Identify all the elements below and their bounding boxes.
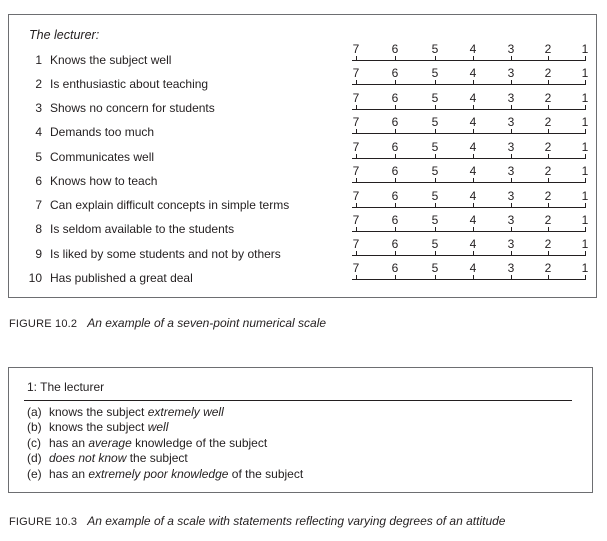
scale-value: 5 [431, 237, 439, 251]
scale-tick [395, 56, 396, 61]
item-number: 8 [35, 222, 42, 236]
scale-value: 2 [544, 237, 552, 251]
scale-tick [511, 275, 512, 280]
scale-tick [548, 56, 549, 61]
option-letter: (d) [27, 451, 42, 465]
scale-value: 1 [581, 237, 589, 251]
scale-tick [473, 227, 474, 232]
scale-tick [395, 178, 396, 183]
option-text: of the subject [228, 467, 304, 481]
item-number: 10 [28, 271, 42, 285]
scale-tick [511, 154, 512, 159]
item-number: 2 [35, 77, 42, 91]
scale-tick [511, 56, 512, 61]
scale-tick [548, 227, 549, 232]
scale-tick [511, 178, 512, 183]
item-text: Shows no concern for students [50, 101, 215, 115]
scale-axis [352, 84, 586, 85]
scale-value: 7 [352, 66, 360, 80]
scale-value: 6 [391, 115, 399, 129]
scale-value: 6 [391, 91, 399, 105]
scale-axis [352, 255, 586, 256]
scale-tick [435, 178, 436, 183]
scale-tick [585, 203, 586, 208]
scale-tick [435, 275, 436, 280]
scale-heading: The lecturer: [29, 28, 100, 42]
scale-axis [352, 109, 586, 110]
scale-value: 5 [431, 140, 439, 154]
scale-tick [435, 56, 436, 61]
scale-value: 7 [352, 237, 360, 251]
scale-value: 7 [352, 261, 360, 275]
scale-item [25, 125, 154, 139]
item-number: 4 [35, 125, 42, 139]
scale-value: 5 [431, 66, 439, 80]
scale-tick [585, 154, 586, 159]
scale-tick [511, 251, 512, 256]
rating-scale [349, 262, 589, 280]
scale-tick [395, 251, 396, 256]
scale-value: 1 [581, 213, 589, 227]
item-number: 6 [35, 174, 42, 188]
item-text: Communicates well [50, 150, 155, 164]
scale-value: 1 [581, 261, 589, 275]
scale-tick [585, 251, 586, 256]
scale-tick [435, 227, 436, 232]
scale-value: 4 [469, 164, 477, 178]
scale-value: 2 [544, 42, 552, 56]
scale-axis [352, 279, 586, 280]
scale-value: 6 [391, 213, 399, 227]
statement-option [27, 405, 224, 419]
scale-value: 1 [581, 164, 589, 178]
item-text: Is seldom available to the students [50, 222, 235, 236]
scale-tick [548, 178, 549, 183]
scale-tick [548, 80, 549, 85]
item-text: Knows how to teach [50, 174, 158, 188]
scale-value: 2 [544, 91, 552, 105]
scale-value: 7 [352, 115, 360, 129]
item-number: 3 [35, 101, 42, 115]
option-emphasis: does not know [49, 451, 127, 465]
scale-tick [356, 56, 357, 61]
scale-axis [352, 158, 586, 159]
scale-value: 4 [469, 189, 477, 203]
scale-tick [473, 154, 474, 159]
scale-tick [548, 129, 549, 134]
option-letter: (e) [27, 467, 42, 481]
option-letter: (c) [27, 436, 41, 450]
scale-tick [356, 251, 357, 256]
scale-tick [395, 129, 396, 134]
scale-tick [435, 129, 436, 134]
option-text: has an [49, 436, 89, 450]
scale-tick [585, 56, 586, 61]
scale-value: 3 [507, 189, 515, 203]
scale-value: 4 [469, 66, 477, 80]
scale-tick [473, 203, 474, 208]
scale-tick [395, 227, 396, 232]
item-text: Demands too much [50, 125, 155, 139]
item-number: 5 [35, 150, 42, 164]
scale-tick [435, 80, 436, 85]
scale-value: 1 [581, 66, 589, 80]
option-text: has an [49, 467, 89, 481]
question-divider [24, 400, 572, 401]
scale-tick [548, 203, 549, 208]
scale-value: 2 [544, 261, 552, 275]
scale-value: 6 [391, 189, 399, 203]
scale-value: 3 [507, 42, 515, 56]
scale-tick [473, 56, 474, 61]
item-text: Has published a great deal [50, 271, 193, 285]
scale-item [25, 77, 208, 91]
scale-tick [548, 105, 549, 110]
scale-value: 5 [431, 115, 439, 129]
scale-tick [585, 227, 586, 232]
scale-tick [473, 80, 474, 85]
scale-tick [585, 105, 586, 110]
scale-item [25, 150, 154, 164]
item-text: Is liked by some students and not by others [50, 247, 281, 261]
scale-tick [473, 275, 474, 280]
scale-value: 2 [544, 213, 552, 227]
scale-value: 2 [544, 140, 552, 154]
scale-tick [356, 178, 357, 183]
scale-tick [511, 105, 512, 110]
scale-axis [352, 182, 586, 183]
scale-value: 1 [581, 42, 589, 56]
scale-value: 7 [352, 140, 360, 154]
scale-item [25, 53, 171, 67]
scale-value: 2 [544, 115, 552, 129]
rating-scale [349, 214, 589, 232]
scale-value: 4 [469, 91, 477, 105]
option-letter: (a) [27, 405, 42, 419]
scale-value: 3 [507, 237, 515, 251]
scale-axis [352, 207, 586, 208]
scale-tick [356, 203, 357, 208]
option-text: knows the subject [49, 405, 148, 419]
scale-value: 6 [391, 261, 399, 275]
scale-tick [585, 129, 586, 134]
scale-tick [395, 203, 396, 208]
scale-tick [435, 154, 436, 159]
option-emphasis: average [88, 436, 132, 450]
scale-item [25, 271, 193, 285]
option-letter: (b) [27, 420, 42, 434]
option-text: knows the subject [49, 420, 148, 434]
scale-item [25, 247, 281, 261]
scale-value: 4 [469, 213, 477, 227]
scale-value: 3 [507, 115, 515, 129]
scale-value: 7 [352, 42, 360, 56]
scale-tick [356, 154, 357, 159]
scale-value: 6 [391, 140, 399, 154]
item-text: Is enthusiastic about teaching [50, 77, 209, 91]
scale-value: 1 [581, 140, 589, 154]
statement-option [27, 436, 267, 450]
item-number: 7 [35, 198, 42, 212]
item-number: 9 [35, 247, 42, 261]
scale-value: 3 [507, 164, 515, 178]
option-text: the subject [126, 451, 188, 465]
caption-label: FIGURE 10.3 [9, 516, 78, 528]
caption-label: FIGURE 10.2 [9, 318, 78, 330]
item-text: Knows the subject well [50, 53, 172, 67]
caption-text: An example of a seven-point numerical scale [87, 316, 327, 330]
scale-value: 7 [352, 213, 360, 227]
option-emphasis: extremely poor knowledge [88, 467, 229, 481]
scale-tick [356, 129, 357, 134]
option-emphasis: well [147, 420, 169, 434]
scale-value: 2 [544, 164, 552, 178]
scale-value: 1 [581, 115, 589, 129]
scale-axis [352, 231, 586, 232]
scale-tick [356, 80, 357, 85]
scale-value: 6 [391, 237, 399, 251]
option-emphasis: extremely well [147, 405, 224, 419]
figure-10-2-box [8, 14, 597, 298]
scale-tick [511, 203, 512, 208]
scale-value: 4 [469, 115, 477, 129]
scale-item [25, 222, 234, 236]
scale-value: 1 [581, 91, 589, 105]
question-title: 1: The lecturer [27, 380, 105, 394]
scale-tick [511, 227, 512, 232]
scale-value: 1 [581, 189, 589, 203]
rating-scale [349, 116, 589, 134]
caption-text: An example of a scale with statements reflecting varying degrees of an attitude [87, 514, 506, 528]
scale-value: 4 [469, 237, 477, 251]
scale-value: 3 [507, 91, 515, 105]
scale-tick [356, 227, 357, 232]
scale-axis [352, 60, 586, 61]
scale-item [25, 174, 157, 188]
scale-tick [395, 275, 396, 280]
scale-value: 5 [431, 189, 439, 203]
scale-value: 4 [469, 140, 477, 154]
rating-scale [349, 67, 589, 85]
scale-tick [548, 154, 549, 159]
scale-value: 6 [391, 66, 399, 80]
statement-option [27, 467, 303, 481]
scale-value: 7 [352, 164, 360, 178]
item-text: Can explain difficult concepts in simple terms [50, 198, 290, 212]
scale-value: 4 [469, 42, 477, 56]
scale-item [25, 101, 215, 115]
scale-value: 5 [431, 261, 439, 275]
scale-value: 3 [507, 66, 515, 80]
rating-scale [349, 238, 589, 256]
item-number: 1 [35, 53, 42, 67]
scale-tick [435, 105, 436, 110]
scale-value: 3 [507, 261, 515, 275]
scale-tick [473, 129, 474, 134]
scale-value: 7 [352, 189, 360, 203]
scale-value: 6 [391, 164, 399, 178]
scale-tick [395, 154, 396, 159]
scale-value: 3 [507, 213, 515, 227]
scale-value: 4 [469, 261, 477, 275]
scale-value: 6 [391, 42, 399, 56]
scale-tick [356, 105, 357, 110]
scale-value: 5 [431, 164, 439, 178]
rating-scale [349, 165, 589, 183]
option-text: knowledge of the subject [131, 436, 268, 450]
scale-tick [435, 203, 436, 208]
scale-tick [473, 105, 474, 110]
scale-tick [435, 251, 436, 256]
scale-value: 7 [352, 91, 360, 105]
figure-10-3-box [8, 367, 593, 493]
scale-value: 3 [507, 140, 515, 154]
scale-tick [473, 178, 474, 183]
scale-tick [511, 129, 512, 134]
scale-value: 5 [431, 91, 439, 105]
rating-scale [349, 43, 589, 61]
scale-value: 2 [544, 66, 552, 80]
scale-tick [511, 80, 512, 85]
scale-item [25, 198, 289, 212]
rating-scale [349, 92, 589, 110]
scale-tick [548, 251, 549, 256]
rating-scale [349, 190, 589, 208]
scale-value: 5 [431, 42, 439, 56]
scale-tick [356, 275, 357, 280]
scale-tick [585, 80, 586, 85]
rating-scale [349, 141, 589, 159]
scale-tick [548, 275, 549, 280]
figure-10-2-caption [9, 316, 326, 330]
scale-tick [473, 251, 474, 256]
statement-option [27, 420, 168, 434]
scale-tick [395, 105, 396, 110]
scale-tick [395, 80, 396, 85]
scale-value: 2 [544, 189, 552, 203]
scale-value: 5 [431, 213, 439, 227]
scale-tick [585, 178, 586, 183]
statement-option [27, 451, 188, 465]
scale-axis [352, 133, 586, 134]
figure-10-3-caption [9, 514, 505, 528]
scale-tick [585, 275, 586, 280]
